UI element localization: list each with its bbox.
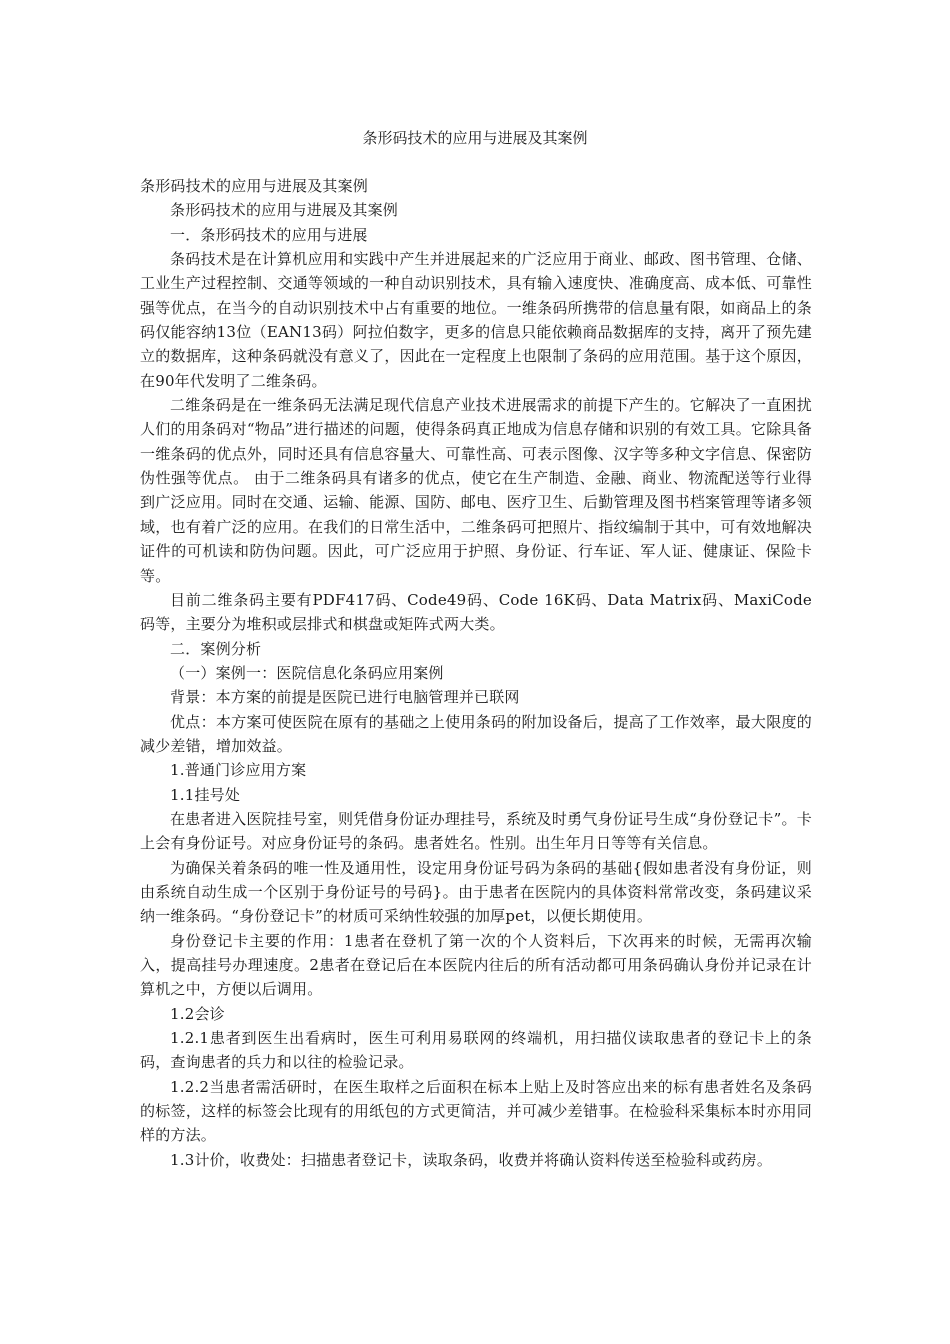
paragraph-barcode-intro: 条码技术是在计算机应用和实践中产生并进展起来的广泛应用于商业、邮政、图书管理、仓储、工业生产过程控制、交通等领域的一种自动识别技术，具有输入速度快、准确度高、成本低、可靠性强等优点，在当今的自动识别技术中占有重要的地位。一维条码所携带的信息量有限，如商品上的条码仅能容纳13位（EAN13码）阿拉伯数字，更多的信息只能依赖商品数据库的支持，离开了预先建立的数据库，这种条码就没有意义了，因此在一定程度上也限制了条码的应用范围。基于这个原因，在90年代发明了二维条码。: [140, 250, 812, 390]
paragraph-2d-types: 目前二维条码主要有PDF417码、Code49码、Code 16K码、Data Matrix码、MaxiCode码等，主要分为堆积或层排式和棋盘或矩阵式两大类。: [140, 590, 812, 634]
paragraph-registration: 在患者进入医院挂号室，则凭借身份证办理挂号，系统及时勇气身份证号生成“身份登记卡”。卡上会有身份证号。对应身份证号的条码。患者姓名。性别。出生年月日等等有关信息。: [140, 809, 812, 853]
paragraph-background: 背景：本方案的前提是医院已进行电脑管理并已联网: [170, 688, 520, 707]
paragraph-billing: 1.3计价，收费处：扫描患者登记卡，读取条码，收费并将确认资料传送至检验科或药房。: [170, 1150, 773, 1169]
paragraph-subtitle: 条形码技术的应用与进展及其案例: [170, 201, 399, 220]
document-body: [140, 174, 812, 1172]
paragraph-consultation-1: 1.2.1患者到医生出看病时，医生可利用易联网的终端机，用扫描仪读取患者的登记卡上的条码，查询患者的兵力和以往的检验记录。: [140, 1029, 812, 1072]
paragraph-card-purpose: 身份登记卡主要的作用：1患者在登机了第一次的个人资料后，下次再来的时候，无需再次输入，提高挂号办理速度。2患者在登记后在本医院内往后的所有活动都可用条码确认身份并记录在计算机之中，方便以后调用。: [140, 931, 812, 999]
paragraph-2d-barcode: 二维条码是在一维条码无法满足现代信息产业技术进展需求的前提下产生的。它解决了一直困扰人们的用条码对“物品”进行描述的问题，使得条码真正地成为信息存储和识别的有效工具。它除具备一维条码的优点外，同时还具有信息容量大、可靠性高、可表示图像、汉字等多种文字信息、保密防伪性强等优点。 由于二维条码具有诸多的优点，使它在生产制造、金融、商业、物流配送等行业得到广泛应用。同时在交通、运输、能源、国防、邮电、医疗卫生、后勤管理及图书档案管理等诸多领域，也有着广泛的应用。在我们的日常生活中，二维条码可把照片、指纹编制于其中，可有效地解决证件的可机读和防伪问题。因此，可广泛应用于护照、身份证、行车证、军人证、健康证、保险卡等。: [140, 396, 812, 585]
section-heading-2: 二．案例分析: [170, 639, 262, 658]
paragraph-consultation-2: 1.2.2当患者需活研时，在医生取样之后面积在标本上贴上及时答应出来的标有患者姓名及条码的标签，这样的标签会比现有的用纸包的方式更简洁，并可减少差错事。在检验科采集标本时亦用同样的方法。: [140, 1077, 812, 1145]
subsection-heading-case-1: （一）案例一：医院信息化条码应用案例: [170, 663, 444, 682]
document-title: 条形码技术的应用与进展及其案例: [362, 129, 588, 147]
heading-outpatient-plan: 1.普通门诊应用方案: [170, 761, 307, 780]
paragraph-repeated-title: 条形码技术的应用与进展及其案例: [140, 177, 369, 195]
section-heading-1: 一．条形码技术的应用与进展: [170, 225, 368, 244]
paragraph-barcode-uniqueness: 为确保关着条码的唯一性及通用性，设定用身份证号码为条码的基础{假如患者没有身份证，则由系统自动生成一个区别于身份证号的号码}。由于患者在医院内的具体资料常常改变，条码建议采纳一维条码。“身份登记卡”的材质可采纳性较强的加厚pet，以便长期使用。: [140, 858, 812, 926]
heading-registration-desk: 1.1挂号处: [170, 785, 241, 804]
heading-consultation: 1.2会诊: [170, 1004, 225, 1023]
paragraph-advantages: 优点：本方案可使医院在原有的基础之上使用条码的附加设备后，提高了工作效率，最大限度的减少差错，增加效益。: [140, 712, 812, 755]
